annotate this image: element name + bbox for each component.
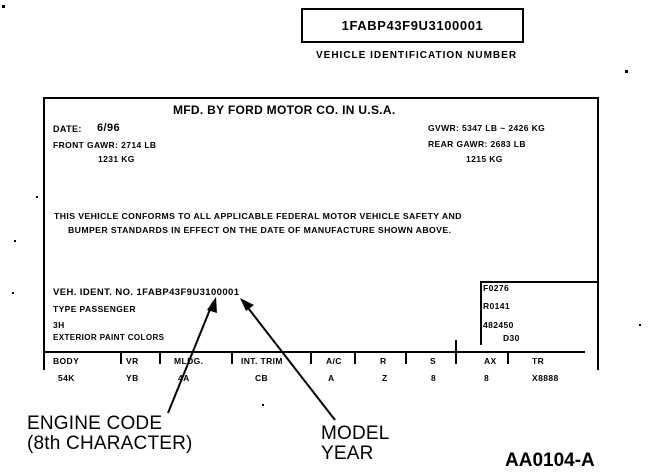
model-year-callout-line-1: MODEL — [321, 423, 390, 444]
table-header-int-trim: INT. TRIM — [241, 356, 283, 366]
table-header-mldg: MLDG. — [174, 356, 204, 366]
conformance-line-1: THIS VEHICLE CONFORMS TO ALL APPLICABLE FEDERAL MOTOR VEHICLE SAFETY AND — [54, 211, 462, 221]
table-value-int-trim: CB — [255, 373, 269, 383]
front-gawr-kg: 1231 KG — [98, 154, 135, 164]
table-value-mldg: 4A — [178, 373, 190, 383]
engine-code-callout-line-2: (8th CHARACTER) — [27, 433, 193, 454]
table-value-ax: 8 — [484, 373, 490, 383]
table-value-vr: YB — [126, 373, 139, 383]
table-header-ax: AX — [484, 356, 497, 366]
table-header-s: S — [430, 356, 437, 366]
code-f0276: F0276 — [483, 283, 510, 293]
table-header-body: BODY — [53, 356, 80, 366]
engine-code-callout-line-1: ENGINE CODE — [27, 413, 163, 434]
table-header-tr: TR — [532, 356, 545, 366]
table-header-r: R — [380, 356, 387, 366]
rear-gawr: REAR GAWR: 2683 LB — [428, 139, 526, 149]
rear-gawr-kg: 1215 KG — [466, 154, 503, 164]
code-3h: 3H — [53, 320, 65, 330]
exterior-paint-label: EXTERIOR PAINT COLORS — [53, 333, 165, 342]
front-gawr: FRONT GAWR: 2714 LB — [53, 140, 157, 150]
code-d30: D30 — [503, 333, 520, 343]
table-value-tr: X8888 — [532, 373, 559, 383]
table-value-s: 8 — [431, 373, 437, 383]
table-header-ac: A/C — [326, 356, 342, 366]
table-header-vr: VR — [126, 356, 139, 366]
code-482450: 482450 — [483, 320, 514, 330]
reference-code: AA0104-A — [505, 450, 595, 471]
code-r0141: R0141 — [483, 301, 511, 311]
model-year-arrowhead — [240, 298, 254, 311]
veh-ident-text: VEH. IDENT. NO. 1FABP43F9U3100001 — [53, 287, 240, 298]
table-value-ac: A — [328, 373, 335, 383]
label-header: MFD. BY FORD MOTOR CO. IN U.S.A. — [173, 103, 396, 117]
conformance-line-2: BUMPER STANDARDS IN EFFECT ON THE DATE OF MANUFACTURE SHOWN ABOVE. — [68, 225, 452, 235]
vehicle-type: TYPE PASSENGER — [53, 304, 136, 314]
table-value-body: 54K — [58, 373, 75, 383]
vin-box-value: 1FABP43F9U3100001 — [341, 18, 484, 33]
date-label: DATE: — [53, 124, 82, 134]
model-year-callout-line-2: YEAR — [321, 443, 374, 464]
table-value-r: Z — [382, 373, 388, 383]
gvwr: GVWR: 5347 LB ~ 2426 KG — [428, 123, 546, 133]
date-value: 6/96 — [97, 122, 121, 134]
vin-box-caption: VEHICLE IDENTIFICATION NUMBER — [316, 50, 518, 61]
